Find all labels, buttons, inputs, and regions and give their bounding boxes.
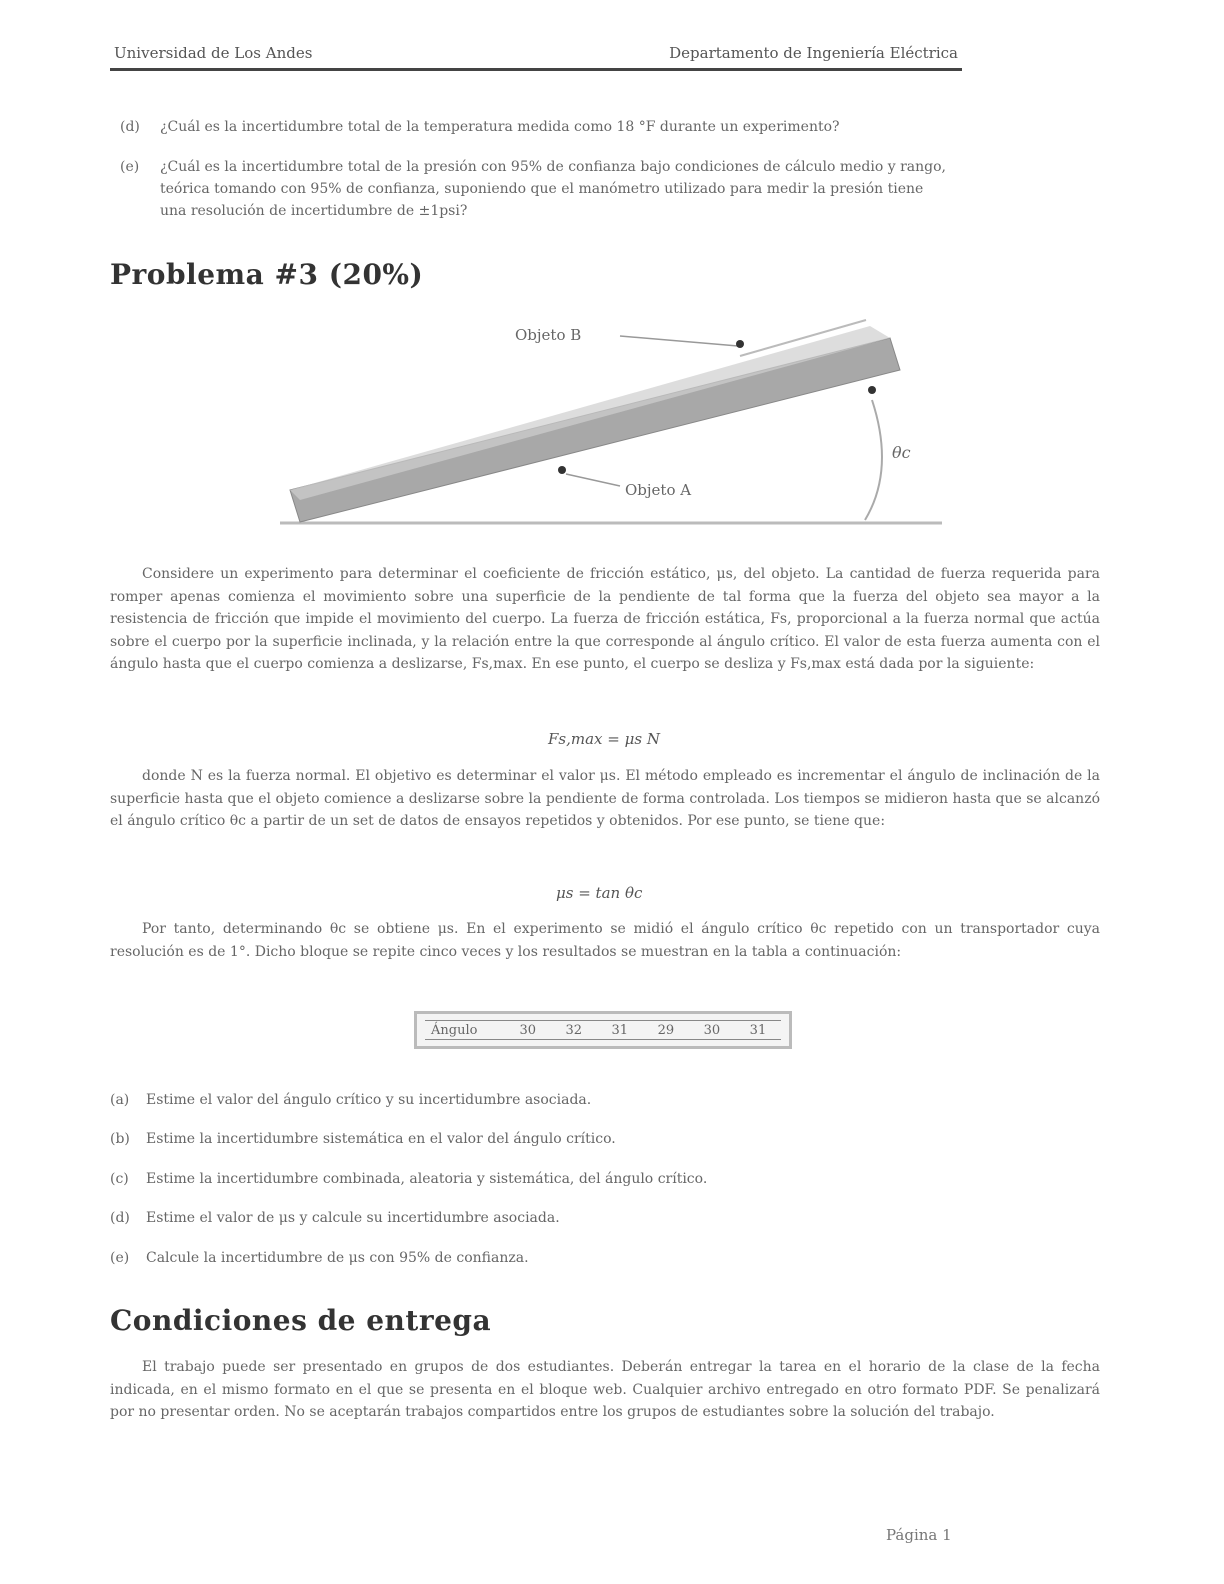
table-cell: 31 xyxy=(611,1022,629,1038)
page-number: Página 1 xyxy=(886,1526,952,1544)
body-paragraph: donde N es la fuerza normal. El objetivo es determinar el valor μs. El método empleado es incrementar el ángulo de inclinación de la superficie hasta que el objeto comience a deslizarse sobre la pendiente de forma controlada. Los tiempos se midieron hasta que se alcanzó el ángulo crítico θc a partir de un set de datos de ensayos repetidos y obtenidos. Por ese punto, se tiene que: xyxy=(110,768,1100,829)
incline-figure xyxy=(270,310,960,540)
task-item xyxy=(110,1250,529,1266)
equation: Fs,max = μs N xyxy=(548,730,660,748)
table-header-cell: Ángulo xyxy=(431,1022,478,1038)
task-item xyxy=(110,1131,616,1147)
task-text: Estime el valor del ángulo crítico y su incertidumbre asociada. xyxy=(146,1092,592,1108)
angle-table xyxy=(414,1011,792,1049)
task-label: (b) xyxy=(110,1131,130,1147)
task-text: Estime la incertidumbre sistemática en el valor del ángulo crítico. xyxy=(146,1131,616,1147)
task-label: (a) xyxy=(110,1092,130,1108)
table-cell: 29 xyxy=(657,1022,675,1038)
object-a-dot xyxy=(558,466,566,474)
plank-top-face xyxy=(290,326,890,500)
delivery-paragraph: El trabajo puede ser presentado en grupos de dos estudiantes. Deberán entregar la tarea en el horario de la clase de la fecha indicada, en el mismo formato en el que se presenta en el bloque web. Cualquier archivo entregado en otro formato PDF. Se penalizará por no presentar orden. No se aceptarán trabajos compartidos entre los grupos de estudiantes sobre la solución del trabajo. xyxy=(110,1359,1100,1420)
task-text: Estime el valor de μs y calcule su incertidumbre asociada. xyxy=(146,1210,560,1226)
question-number: (e) xyxy=(120,159,140,175)
object-b-label: Objeto B xyxy=(515,326,582,344)
task-text: Estime la incertidumbre combinada, aleatoria y sistemática, del ángulo crítico. xyxy=(146,1171,708,1187)
problem-title: Problema #3 (20%) xyxy=(110,258,424,291)
angle-table-row xyxy=(425,1020,781,1040)
table-cell: 30 xyxy=(519,1022,536,1038)
equation: μs = tan θc xyxy=(556,884,643,902)
pivot-dot xyxy=(868,386,876,394)
table-cell: 31 xyxy=(749,1022,767,1038)
question-text: ¿Cuál es la incertidumbre total de la temperatura medida como 18 °F durante un experimento? xyxy=(160,119,840,135)
task-text: Calcule la incertidumbre de μs con 95% de confianza. xyxy=(146,1250,529,1266)
header-university: Universidad de Los Andes xyxy=(114,44,313,62)
task-item xyxy=(110,1210,560,1226)
question-line: ¿Cuál es la incertidumbre total de la presión con 95% de confianza bajo condiciones de cálculo medio y rango, xyxy=(160,159,946,175)
question-d xyxy=(120,116,1100,138)
header-department: Departamento de Ingeniería Eléctrica xyxy=(669,44,958,62)
leader-line-bottom xyxy=(566,474,620,486)
task-item xyxy=(110,1092,591,1108)
angle-arc xyxy=(865,400,882,520)
object-a-label: Objeto A xyxy=(625,481,692,499)
leader-line-top xyxy=(620,336,738,346)
section-title: Condiciones de entrega xyxy=(110,1304,492,1337)
page-header xyxy=(110,40,962,71)
task-label: (d) xyxy=(110,1210,130,1226)
task-label: (c) xyxy=(110,1171,129,1187)
plank xyxy=(290,338,900,522)
table-cell: 30 xyxy=(703,1022,721,1038)
angle-label: θc xyxy=(892,443,911,462)
body-paragraph: Considere un experimento para determinar el coeficiente de fricción estático, μs, del objeto. La cantidad de fuerza requerida para romper apenas comienza el movimiento sobre una superficie de la pendiente de tal forma que la fuerza del objeto sea mayor a la resistencia de fricción que impide el movimiento del cuerpo. La fuerza de fricción estática, Fs, proporcional a la fuerza normal que actúa sobre el cuerpo por la superficie inclinada, y la relación entre la que corresponde al ángulo crítico. El valor de esta fuerza aumenta con el ángulo hasta que el cuerpo comienza a deslizarse, Fs,max. En ese punto, el cuerpo se desliza y Fs,max está dada por la siguiente: xyxy=(110,566,1100,672)
task-label: (e) xyxy=(110,1250,130,1266)
question-line: una resolución de incertidumbre de ±1psi? xyxy=(160,203,468,219)
table-cell: 32 xyxy=(565,1022,583,1038)
body-paragraph: Por tanto, determinando θc se obtiene μs. En el experimento se midió el ángulo crítico θc repetido con un transportador cuya resolución es de 1°. Dicho bloque se repite cinco veces y los resultados se muestran en la tabla a continuación: xyxy=(110,921,1100,960)
question-number: (d) xyxy=(120,119,140,135)
object-b-dot xyxy=(736,340,744,348)
task-item xyxy=(110,1171,707,1187)
question-line: teórica tomando con 95% de confianza, suponiendo que el manómetro utilizado para medir la presión tiene xyxy=(160,181,924,197)
question-e xyxy=(120,156,1100,222)
